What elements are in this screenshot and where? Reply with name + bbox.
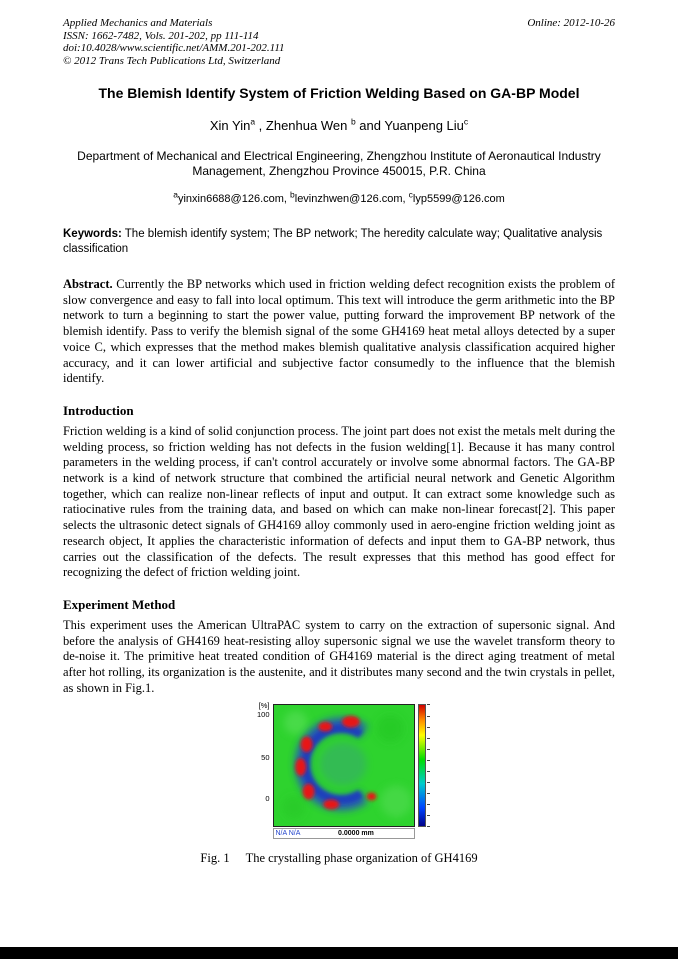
colorbar-ticks [427, 704, 430, 827]
paper-title: The Blemish Identify System of Friction Welding Based on GA-BP Model [98, 85, 580, 101]
colorbar [418, 704, 426, 827]
figure-1-canvas [63, 701, 615, 839]
abstract-text: Currently the BP networks which used in friction welding defect recognition exists the problem of slow convergence and easy to fall into local optimum. This text will introduce the germ arithmetic into the BP network to turn a beginning to start the power value, putting forward the improvement BP network of the blemish identify. Pass to verify the blemish signal of the some GH4169 heat metal alloys detected by a super voice C, which expresses that the method makes blemish qualitative analysis classification acquired higher accuracy, and it can lower artificial and subjective factor consumedly to the influence that the blemish identify. [63, 277, 615, 386]
authors-line [63, 118, 615, 133]
cscan-image [273, 704, 415, 827]
cscan-footer-scale: 0.0000 mm [338, 830, 374, 838]
cscan-image-wrap [273, 704, 415, 839]
figure-caption [63, 851, 615, 866]
keywords-text: The blemish identify system; The BP network; The heredity calculate way; Qualitative analysis classification [63, 228, 603, 255]
cscan-footer-left: N/A N/A [275, 830, 301, 838]
journal-name: Applied Mechanics and Materials [63, 17, 213, 29]
figure-caption-label: Fig. 1 [200, 851, 230, 866]
section-body-introduction: Friction welding is a kind of solid conjunction process. The joint part does not exist the metals melt during the welding process, so friction welding has not defects in the fusion welding[1]. Because it has many control parameters in the welding process, if can't control accurately or involve some abnormal factors. The GA-BP network is a kind of network structure that combined the artificial neural network and Genetic Algorithm together, which can realize non-linear reflects of input and output. It can extract some knowledge such as ratiocinative rules from the training data, and based on which can make non-linear forecast[2]. This paper selects the ultrasonic detect signals of GH4169 alloy commonly used in aero-engine friction welding joint as research object, It applies the characteristic information of defects and input them to GA-BP network, thus carries out the classification of the defects. The result expresses that this method has good effect for recognizing the defect of friction welding joint. [63, 423, 615, 580]
keywords-label: Keywords: [63, 228, 122, 240]
author-name: Zhenhua Wen [265, 118, 351, 133]
section-heading-introduction: Introduction [63, 402, 134, 418]
abstract-paragraph [63, 277, 615, 387]
colorbar-wrap [418, 704, 430, 827]
section-experiment-method [63, 597, 615, 697]
email-address: lyp5599@126.com [412, 193, 505, 205]
issn-line: ISSN: 1662-7482, Vols. 201-202, pp 111-114 [63, 29, 259, 42]
email-superscript: b [290, 189, 295, 200]
journal-header [63, 17, 615, 67]
author-superscript: b [350, 116, 356, 127]
figure-1 [63, 701, 615, 866]
abstract-label: Abstract. [63, 277, 113, 291]
email-address: yinxin6688@126.com, [177, 193, 291, 205]
author-separator: and [355, 118, 385, 133]
author-superscript: c [463, 116, 469, 127]
online-date: Online: 2012-10-26 [527, 17, 615, 29]
copyright-line: © 2012 Trans Tech Publications Ltd, Switzerland [63, 54, 281, 67]
author-superscript: a [250, 116, 256, 127]
section-body-experiment-method: This experiment uses the American UltraPAC system to carry on the extraction of supersonic signal. And before the analysis of GH4169 heat-resisting alloy supersonic signal we use the wavelet transform theory to de-noise it. The primitive heat treated condition of GH4169 material is the direct aging treatment of metal after hot rolling, its organization is the austenite, and it distributes many second and the twin crystals in pellet, as shown in Fig.1. [63, 617, 615, 695]
cscan-scale-bar [273, 828, 415, 839]
section-heading-experiment-method: Experiment Method [63, 596, 176, 612]
email-superscript: c [408, 189, 413, 200]
emails-line [63, 189, 615, 205]
doi-line: doi:10.4028/www.scientific.net/AMM.201-202.111 [63, 42, 285, 54]
figure-caption-text: The crystalling phase organization of GH4169 [245, 851, 478, 866]
email-address: levinzhwen@126.com, [294, 193, 409, 205]
section-introduction [63, 403, 615, 581]
author-name: Yuanpeng Liu [384, 118, 464, 133]
keywords-line [63, 227, 615, 257]
author-separator: , [255, 118, 266, 133]
author-name: Xin Yin [209, 118, 251, 133]
y-axis-tick: 100 [256, 710, 270, 720]
y-axis-unit-label: [%] [258, 701, 270, 711]
figure-y-axis [249, 701, 273, 827]
y-axis-tick: 0 [265, 794, 270, 804]
page-bottom-bar [0, 947, 678, 959]
y-axis-tick: 50 [261, 753, 270, 763]
email-superscript: a [173, 189, 178, 200]
affiliation: Department of Mechanical and Electrical Engineering, Zhengzhou Institute of Aeronautical Industry Management, Zhengzhou Province 450015, P.R. China [77, 149, 601, 178]
